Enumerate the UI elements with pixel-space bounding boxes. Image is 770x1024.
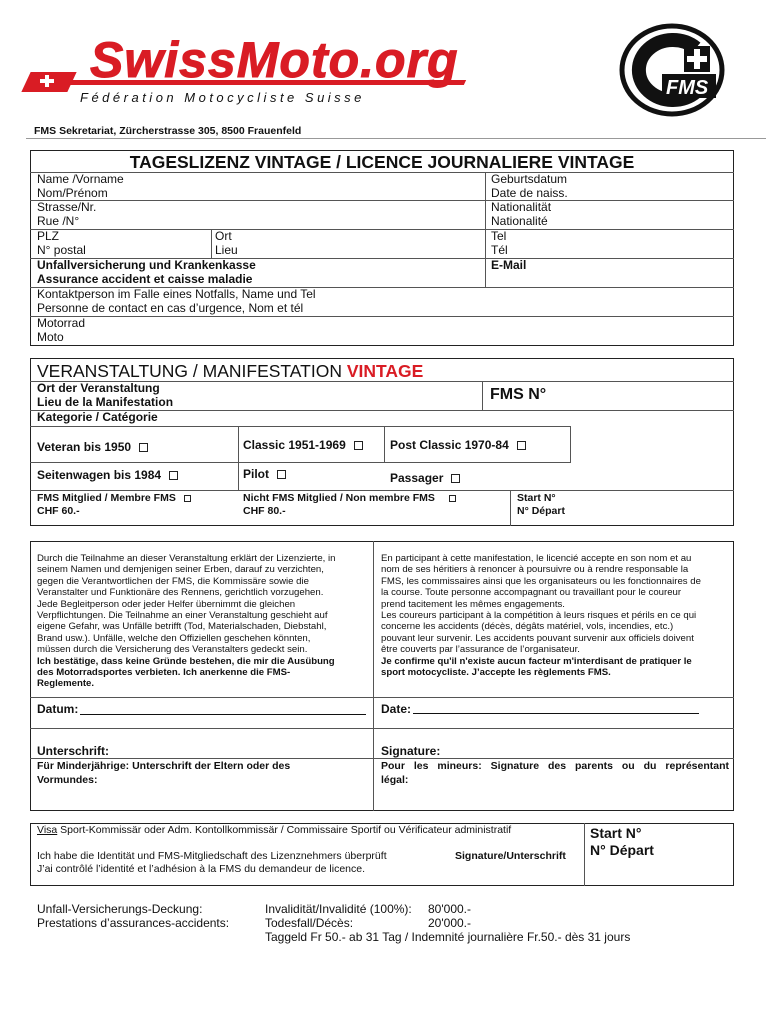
event-title <box>37 360 423 382</box>
nationality-label-fr: Nationalité <box>491 214 548 228</box>
category-sidecar[interactable]: Seitenwagen bis 1984 <box>37 468 178 483</box>
dob-label-fr: Date de naiss. <box>491 186 568 200</box>
veteran-checkbox[interactable] <box>139 443 148 452</box>
ort-label: Ort <box>215 229 232 243</box>
email-label: E-Mail <box>491 258 527 272</box>
signature-label-fr[interactable]: Signature: <box>381 744 441 758</box>
declaration-line: seinem Namen und demjenigen seiner Erben, darauf zu verzichten, <box>37 564 324 576</box>
fms-number-label: FMS N° <box>490 386 547 403</box>
name-label: Name /Vorname <box>37 172 124 186</box>
visa-check-text: Ich habe die Identität und FMS-Mitgliedschaft des Lizenznehmers überprüft J’ai contrôlé l’identité et l’adhésion à la FMS du demandeur de licence. <box>37 850 387 875</box>
coverage-daily: Taggeld Fr 50.- ab 31 Tag / Indemnité journalière Fr.50.- dès 31 jours <box>265 930 631 944</box>
declaration-line: concerne les accidents (décès, dégâts matériel, vols, incendies, etc.) <box>381 621 674 633</box>
member-checkbox[interactable] <box>184 495 191 502</box>
fms-logo-icon <box>618 20 726 118</box>
declaration-line: Verpflichtungen. Die Teilnahme an einer Veranstaltung geschieht auf <box>37 610 328 622</box>
category-classic[interactable]: Classic 1951-1969 <box>243 438 363 453</box>
declaration-line-bold: Reglemente. <box>37 678 95 690</box>
event-place-label: Ort der Veranstaltung <box>37 381 160 395</box>
declaration-line: FMS, les commissaires ainsi que les organisateurs ou les fonctionnaires de <box>381 575 701 587</box>
nonmember-option[interactable]: Nicht FMS Mitglied / Non membre FMS CHF 80.- <box>243 492 456 518</box>
insurance-label-fr: Assurance accident et caisse maladie <box>37 272 253 286</box>
header-divider <box>26 138 766 139</box>
declaration-line: Veranstalter und Funktionäre des Rennens, gerichtlich vorzugehen. <box>37 587 324 599</box>
moto-label-fr: Moto <box>37 330 64 344</box>
declaration-line-bold: sport motocycliste. J’accepte les règlements FMS. <box>381 667 611 679</box>
declaration-line: eigene Gefahr, was Unfälle betrifft (Tod, Materialschaden, Diebstahl, <box>37 621 327 633</box>
coverage-death: Todesfall/Décès: <box>265 916 354 930</box>
declaration-text-de <box>37 553 335 690</box>
declaration-line: Durch die Teilnahme an dieser Veranstaltung erklärt der Lizenzierte, in <box>37 553 336 564</box>
member-option[interactable]: FMS Mitglied / Membre FMS CHF 60.- <box>37 492 191 518</box>
street-label: Strasse/Nr. <box>37 200 97 214</box>
pilot-checkbox[interactable] <box>277 470 286 479</box>
minor-signature-fr[interactable]: Pour les mineurs: Signature des parents ou du représentant légal: <box>381 760 729 786</box>
visa-word: Visa <box>37 824 58 836</box>
post-classic-checkbox[interactable] <box>517 441 526 450</box>
declaration-line: pouvant leur survenir. Les accidents pouvant survenir aux officiels doivent <box>381 632 694 644</box>
declaration-text-fr <box>381 553 701 678</box>
sidecar-passenger[interactable]: Passager <box>390 471 460 486</box>
nationality-label: Nationalität <box>491 200 552 214</box>
category-label: Kategorie / Catégorie <box>37 410 158 424</box>
declaration-line: müssen durch die Versicherung des Veranstalters gedeckt sein. <box>37 644 308 656</box>
event-title-text: VERANSTALTUNG / MANIFESTATION <box>37 361 347 381</box>
declaration-line: Les coureurs participant à la compétition à leurs risques et périls en ce qui <box>381 610 697 622</box>
date-input-de[interactable] <box>80 714 366 715</box>
visa-signature-label[interactable]: Signature/Unterschrift <box>455 850 566 862</box>
declaration-line: Jede Begleitperson oder jeder Helfer übernimmt die gleichen <box>37 598 296 610</box>
classic-checkbox[interactable] <box>354 441 363 450</box>
licence-title: TAGESLIZENZ VINTAGE / LICENCE JOURNALIERE VINTAGE <box>129 152 635 172</box>
start-number-label: Start N° N° Départ <box>517 492 565 517</box>
visa-start-number: Start N° N° Départ <box>590 825 654 858</box>
contact-label: Kontaktperson im Falle eines Notfalls, Name und Tel <box>37 287 316 301</box>
sidecar-checkbox[interactable] <box>169 471 178 480</box>
category-veteran[interactable]: Veteran bis 1950 <box>37 440 148 455</box>
coverage-invalidity-amount: 80'000.- <box>428 902 471 916</box>
declaration-line: la course. Toute personne accompagnant ou travaillant pour le coureur <box>381 587 682 599</box>
passenger-checkbox[interactable] <box>451 474 460 483</box>
contact-label-fr: Personne de contact en cas d’urgence, Nom et tél <box>37 301 304 315</box>
insurance-label: Unfallversicherung und Krankenkasse <box>37 258 256 272</box>
date-input-fr[interactable] <box>413 713 699 714</box>
logo-subtitle: Fédération Motocycliste Suisse <box>80 90 365 105</box>
declaration-line: prend tacitement les mêmes engagements. <box>381 598 565 610</box>
declaration-line: nom de ses héritiers à renoncer à poursuivre ou à rendre responsable la <box>381 564 689 576</box>
minor-signature-de[interactable]: Für Minderjährige: Unterschrift der Eltern oder des Vormundes: <box>37 760 291 786</box>
swissmoto-logo: SwissMoto.org <box>90 32 459 88</box>
coverage-label-fr: Prestations d’assurances-accidents: <box>37 916 230 930</box>
street-label-fr: Rue /N° <box>37 214 80 228</box>
declaration-line: En participant à cette manifestation, le licencié accepte en son nom et au <box>381 553 692 564</box>
event-place-label-fr: Lieu de la Manifestation <box>37 395 174 409</box>
declaration-line-bold: Ich bestätige, dass keine Gründe bestehen, die mir die Ausübung <box>37 655 335 667</box>
declaration-line-bold: des Motorradsportes verbieten. Ich anerkenne die FMS- <box>37 667 291 679</box>
plz-label: PLZ <box>37 229 60 243</box>
declaration-line-bold: Je confirme qu'il n'existe aucun facteur m'interdisant de pratiquer le <box>381 655 692 667</box>
coverage-death-amount: 20'000.- <box>428 916 471 930</box>
coverage-label-de: Unfall-Versicherungs-Deckung: <box>37 902 203 916</box>
tel-label-fr: Tél <box>491 243 508 257</box>
category-post-classic[interactable]: Post Classic 1970-84 <box>390 438 526 453</box>
date-label-fr: Date: <box>381 702 412 716</box>
declaration-line: Brand usw.). Unfälle, welche den Offiziellen geschehen könnten, <box>37 632 311 644</box>
ort-label-fr: Lieu <box>215 243 238 257</box>
dob-label: Geburtsdatum <box>491 172 568 186</box>
fms-logo-text: FMS <box>666 77 709 99</box>
coverage-invalidity: Invalidität/Invalidité (100%): <box>265 902 412 916</box>
declaration-line: être couverts par l’assurance de l’organisateur. <box>381 644 580 656</box>
date-label-de: Datum: <box>37 702 79 716</box>
event-title-vintage: VINTAGE <box>346 361 424 381</box>
declaration-line: gegen die Verantwortlichen der FMS, die Kommissäre sowie die <box>37 575 309 587</box>
tel-label: Tel <box>491 229 507 243</box>
plz-label-fr: N° postal <box>37 243 86 257</box>
sidecar-pilot[interactable]: Pilot <box>243 467 286 482</box>
address-line: FMS Sekretariat, Zürcherstrasse 305, 8500 Frauenfeld <box>34 125 302 137</box>
visa-line: Visa Sport-Kommissär oder Adm. Kontollkommissär / Commissaire Sportif ou Vérificateur administratif <box>37 824 512 836</box>
moto-label: Motorrad <box>37 316 86 330</box>
name-label-fr: Nom/Prénom <box>37 186 108 200</box>
signature-label-de[interactable]: Unterschrift: <box>37 744 110 758</box>
nonmember-checkbox[interactable] <box>449 495 456 502</box>
